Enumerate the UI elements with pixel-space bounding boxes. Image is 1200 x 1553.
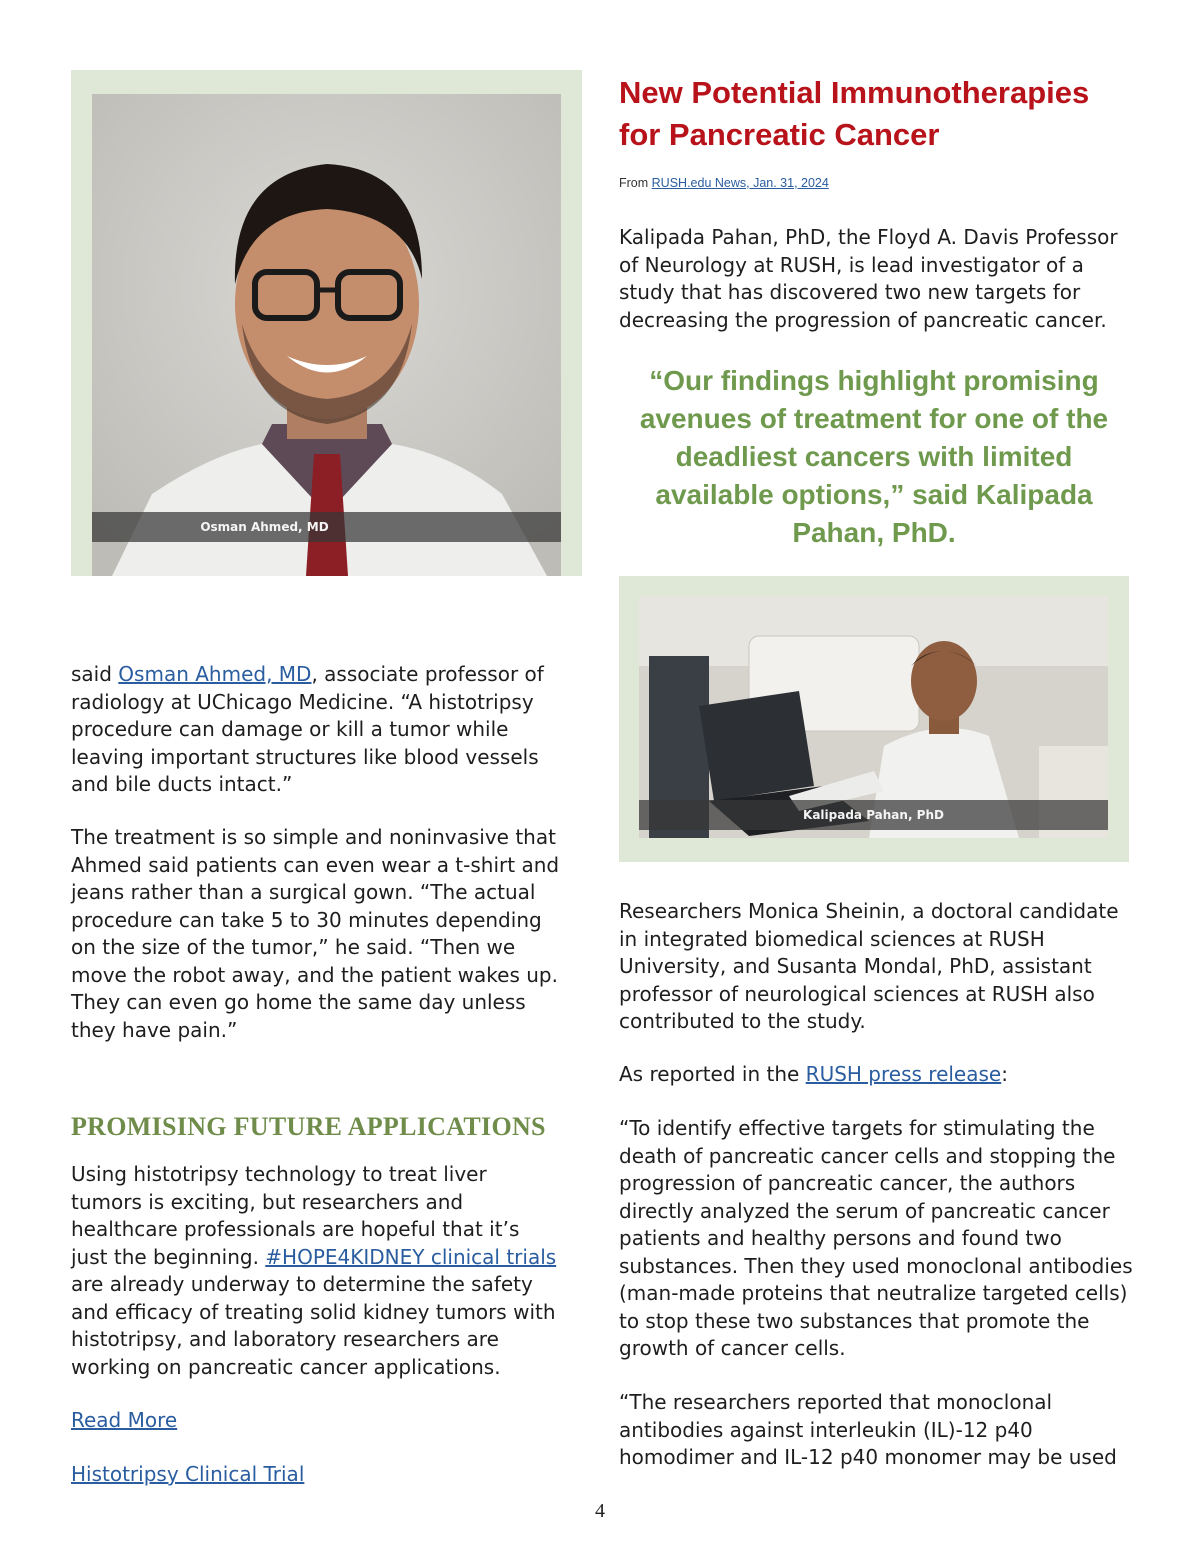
para3-rest: are already underway to determine the safety and efficacy of treating solid kidney tumors with histotripsy, and laboratory researchers are working on pancreatic cancer applications. xyxy=(71,1272,556,1379)
rush-press-release-link[interactable]: RUSH press release xyxy=(805,1062,1002,1086)
photo-caption xyxy=(92,512,561,542)
para3-prefix: Using histotripsy technology to treat liver tumors is exciting, but researchers and healthcare professionals are hopeful that it’s just the beginning. xyxy=(71,1162,520,1269)
intro-paragraph: Kalipada Pahan, PhD, the Floyd A. Davis Professor of Neurology at RUSH, is lead investigator of a study that has discovered two new targets for decreasing the progression of pancreatic cancer. xyxy=(619,225,1118,332)
photo-caption-text: Kalipada Pahan, PhD xyxy=(803,808,944,822)
ahmed-quote-paragraph xyxy=(71,661,561,799)
portrait-illustration xyxy=(92,94,561,576)
researchers-paragraph: Researchers Monica Sheinin, a doctoral candidate in integrated biomedical sciences at RUSH University, and Susanta Mondal, PhD, assistant professor of neurological sciences at RUSH also contributed to the study. xyxy=(619,899,1119,1033)
treatment-paragraph: The treatment is so simple and noninvasive that Ahmed said patients can even wear a t-shirt and jeans rather than a surgical gown. “The actual procedure can take 5 to 30 minutes depending on the size of the tumor,” he said. “Then we move the robot away, and the patient wakes up. They can even go home the same day unless they have pain.” xyxy=(71,825,560,1042)
histotripsy-clinical-trial-link[interactable]: Histotripsy Clinical Trial xyxy=(71,1462,305,1486)
section-heading: PROMISING FUTURE APPLICATIONS xyxy=(71,1112,546,1141)
press-quote-paragraph-2: “The researchers reported that monoclonal antibodies against interleukin (IL)-12 p40 homodimer and IL-12 p40 monomer may be used xyxy=(619,1390,1117,1469)
kalipada-pahan-photo-frame xyxy=(619,576,1129,862)
page-number: 4 xyxy=(595,1500,605,1522)
read-more-link[interactable]: Read More xyxy=(71,1408,178,1432)
photo-caption xyxy=(639,800,1108,830)
reported-suffix: : xyxy=(1001,1062,1008,1086)
reported-paragraph xyxy=(619,1061,1139,1089)
osman-ahmed-photo xyxy=(92,94,561,576)
source-link[interactable]: RUSH.edu News, Jan. 31, 2024 xyxy=(651,176,829,190)
osman-ahmed-link[interactable]: Osman Ahmed, MD xyxy=(118,662,312,686)
future-applications-paragraph xyxy=(71,1161,561,1381)
pull-quote: “Our findings highlight promising avenues of treatment for one of the deadliest cancers with limited available options,” said Kalipada Pahan, PhD. xyxy=(639,365,1109,548)
source-line xyxy=(619,176,829,190)
para1-prefix: said xyxy=(71,662,112,686)
source-prefix: From xyxy=(619,176,649,190)
reported-prefix: As reported in the xyxy=(619,1062,800,1086)
para1-rest: , associate professor of radiology at UChicago Medicine. “A histotripsy procedure can damage or kill a tumor while leaving important structures like blood vessels and bile ducts intact.” xyxy=(71,662,544,796)
kalipada-pahan-photo xyxy=(639,596,1108,838)
photo-caption-text: Osman Ahmed, MD xyxy=(200,520,329,534)
osman-ahmed-photo-frame xyxy=(71,70,582,576)
press-quote-paragraph-1: “To identify effective targets for stimulating the death of pancreatic cancer cells and stopping the progression of pancreatic cancer, the authors directly analyzed the serum of pancreatic cancer patients and healthy persons and found two substances. Then they used monoclonal antibodies (man-made proteins that neutralize targeted cells) to stop these two substances that promote the growth of cancer cells. xyxy=(619,1116,1133,1360)
hope4kidney-link[interactable]: #HOPE4KIDNEY clinical trials xyxy=(265,1244,557,1269)
article-headline: New Potential Immunotherapies for Pancreatic Cancer xyxy=(619,75,1090,152)
